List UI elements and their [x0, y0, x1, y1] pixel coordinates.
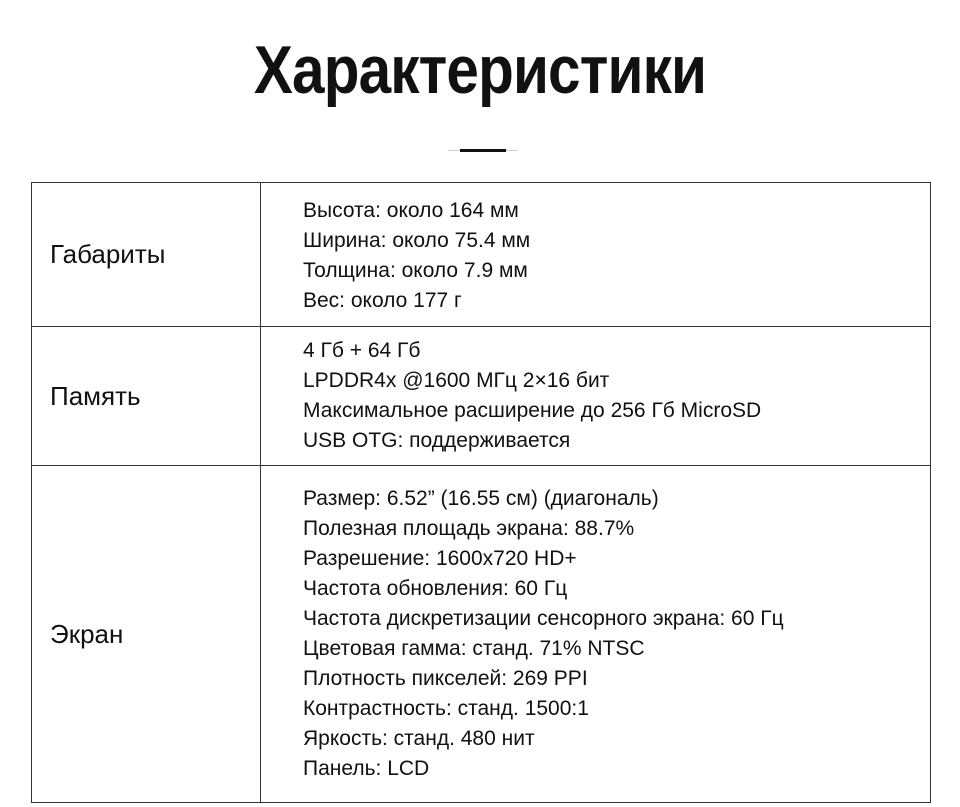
spec-category: Габариты: [32, 183, 261, 327]
page-title: Характеристики: [253, 32, 707, 108]
spec-row-screen: [32, 466, 931, 803]
spec-value-line: Частота дискретизации сенсорного экрана: 60 Гц: [303, 607, 784, 630]
spec-values: [261, 327, 931, 466]
divider-thick-line: [460, 149, 506, 152]
spec-row-dimensions: [32, 183, 931, 327]
spec-value-line: 4 Гб + 64 Гб: [303, 339, 421, 362]
spec-table: [31, 182, 931, 803]
spec-value-line: Цветовая гамма: станд. 71% NTSC: [303, 637, 645, 660]
spec-value-line: Максимальное расширение до 256 Гб MicroSD: [303, 399, 762, 422]
spec-value-line: Толщина: около 7.9 мм: [303, 258, 528, 282]
spec-value-line: Ширина: около 75.4 мм: [303, 228, 531, 252]
spec-category: Память: [32, 327, 261, 466]
spec-category: Экран: [32, 466, 261, 803]
spec-value-line: Размер: 6.52” (16.55 см) (диагональ): [303, 487, 659, 510]
spec-value-line: Панель: LCD: [303, 757, 430, 780]
spec-value-line: Высота: около 164 мм: [303, 198, 519, 222]
spec-values: [261, 183, 931, 327]
spec-value-line: Вес: около 177 г: [303, 288, 462, 312]
spec-value-line: Частота обновления: 60 Гц: [303, 577, 568, 600]
spec-value-line: Плотность пикселей: 269 PPI: [303, 667, 588, 690]
spec-value-line: Полезная площадь экрана: 88.7%: [303, 517, 635, 540]
spec-row-memory: [32, 327, 931, 466]
spec-value-line: USB OTG: поддерживается: [303, 429, 571, 452]
spec-value-line: Контрастность: станд. 1500:1: [303, 697, 589, 720]
title-divider: [448, 148, 518, 153]
spec-value-line: Разрешение: 1600x720 HD+: [303, 547, 577, 570]
spec-value-line: Яркость: станд. 480 нит: [303, 727, 535, 750]
spec-value-line: LPDDR4x @1600 МГц 2×16 бит: [303, 369, 610, 392]
spec-values: [261, 466, 931, 803]
